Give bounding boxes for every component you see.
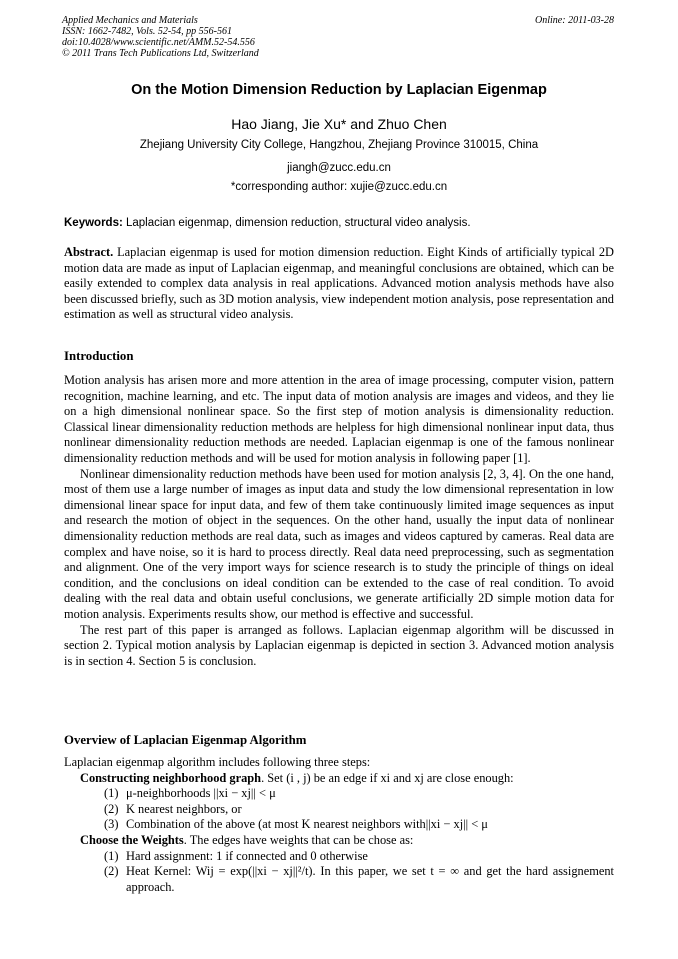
item-text: Heat Kernel: Wij = exp(||xi − xj||²/t). In this paper, we set t = ∞ and get the hard assignement approach. xyxy=(126,864,614,894)
item-number: (2) xyxy=(104,801,119,816)
step-2-text: . The edges have weights that can be chose as: xyxy=(183,832,414,847)
keywords-text: Laplacian eigenmap, dimension reduction, structural video analysis. xyxy=(122,217,471,229)
intro-paragraph-2: Nonlinear dimensionality reduction methods have been used for motion analysis [2, 3, 4]. On the one hand, most of them use a large number of images as input data and study the low dimensional representation in low dimensional linear space for input data, and few of them take continuously limited image sequences as input and research the motion of object in the sequences. On the other hand, usually the input data of nonlinear dimensionality reduction methods are real data, such as images and videos captured by cameras. Real data are complex and have noise, so it is hard to process directly. Real data need preprocessing, such as segmentation and alignment. One of the very import ways for science research is to study the principle of things on ideal condition, and the conclusions on ideal condition can be extended to the case of real condition. To avoid dealing with the real data and obtain useful conclusions, we generate artificially 2D simple motion data for motion analysis. Experiments results show, our method is effective and successful. xyxy=(64,466,614,621)
item-text: K nearest neighbors, or xyxy=(126,801,242,816)
item-number: (1) xyxy=(104,848,119,863)
item-text: Combination of the above (at most K nearest neighbors with||xi − xj|| < μ xyxy=(126,817,488,832)
abstract-label: Abstract. xyxy=(64,245,114,259)
journal-header xyxy=(62,15,259,59)
intro-paragraph-1: Motion analysis has arisen more and more attention in the area of image processing, computer vision, pattern recognition, machine learning, and etc. The input data of motion analysis are images and videos, and they lie on a high dimensional nonlinear space. So the first step of motion analysis is dimensionality reduction. Classical linear dimensionality reduction methods are helpless for high dimensional nonlinear input data, thus nonlinear dimensionality reduction methods are needed. Laplacian eigenmap is one of the famous nonlinear dimensionality reduction methods and will be used for motion analysis in following paper [1]. xyxy=(64,373,614,465)
step-2-item-2 xyxy=(64,864,614,895)
keywords-label: Keywords: xyxy=(64,217,123,229)
overview-intro: Laplacian eigenmap algorithm includes following three steps: xyxy=(64,755,371,769)
keywords xyxy=(64,217,471,229)
item-number: (3) xyxy=(104,817,119,832)
doi-line: doi:10.4028/www.scientific.net/AMM.52-54.556 xyxy=(62,37,255,48)
overview-heading: Overview of Laplacian Eigenmap Algorithm xyxy=(64,733,307,747)
step-1 xyxy=(64,771,614,787)
step-1-text: . Set (i , j) be an edge if xi and xj are close enough: xyxy=(261,770,514,785)
corresponding-author: *corresponding author: xujie@zucc.edu.cn xyxy=(230,181,448,193)
overview-body xyxy=(64,755,614,895)
paper-title: On the Motion Dimension Reduction by Laplacian Eigenmap xyxy=(131,82,547,98)
introduction-body xyxy=(64,373,614,669)
abstract xyxy=(64,245,614,323)
step-1-label: Constructing neighborhood graph xyxy=(80,770,262,785)
step-1-item-2 xyxy=(64,802,614,818)
authors: Hao Jiang, Jie Xu* and Zhuo Chen xyxy=(231,116,447,132)
affiliation: Zhejiang University City College, Hangzhou, Zhejiang Province 310015, China xyxy=(139,139,539,151)
step-2-item-1 xyxy=(64,849,614,865)
item-text: Hard assignment: 1 if connected and 0 otherwise xyxy=(126,848,368,863)
step-1-item-3 xyxy=(64,817,614,833)
online-date: Online: 2011-03-28 xyxy=(535,15,614,26)
email: jiangh@zucc.edu.cn xyxy=(287,162,391,174)
step-2-label: Choose the Weights xyxy=(80,832,184,847)
step-1-item-1 xyxy=(64,786,614,802)
copyright-line: © 2011 Trans Tech Publications Ltd, Switzerland xyxy=(62,48,259,59)
item-number: (2) xyxy=(104,864,119,879)
item-number: (1) xyxy=(104,786,119,801)
introduction-heading: Introduction xyxy=(64,349,134,363)
intro-paragraph-3: The rest part of this paper is arranged as follows. Laplacian eigenmap algorithm will be discussed in section 2. Typical motion analysis by Laplacian eigenmap is depicted in section 3. Advanced motion analysis is in section 4. Section 5 is conclusion. xyxy=(64,622,614,668)
journal-name: Applied Mechanics and Materials xyxy=(62,15,198,26)
abstract-text: Laplacian eigenmap is used for motion dimension reduction. Eight Kinds of artificially typical 2D motion data are made as input of Laplacian eigenmap, and meaningful conclusions are obtained, which can be easily extended to complex data analysis in real applications. Advanced motion analysis methods have also been discussed briefly, such as 3D motion analysis, view independent motion analysis, pose representation and estimation as well as structural video analysis. xyxy=(64,245,614,322)
item-text: μ-neighborhoods ||xi − xj|| < μ xyxy=(126,786,276,801)
issn-line: ISSN: 1662-7482, Vols. 52-54, pp 556-561 xyxy=(62,26,232,37)
step-2 xyxy=(64,833,614,849)
